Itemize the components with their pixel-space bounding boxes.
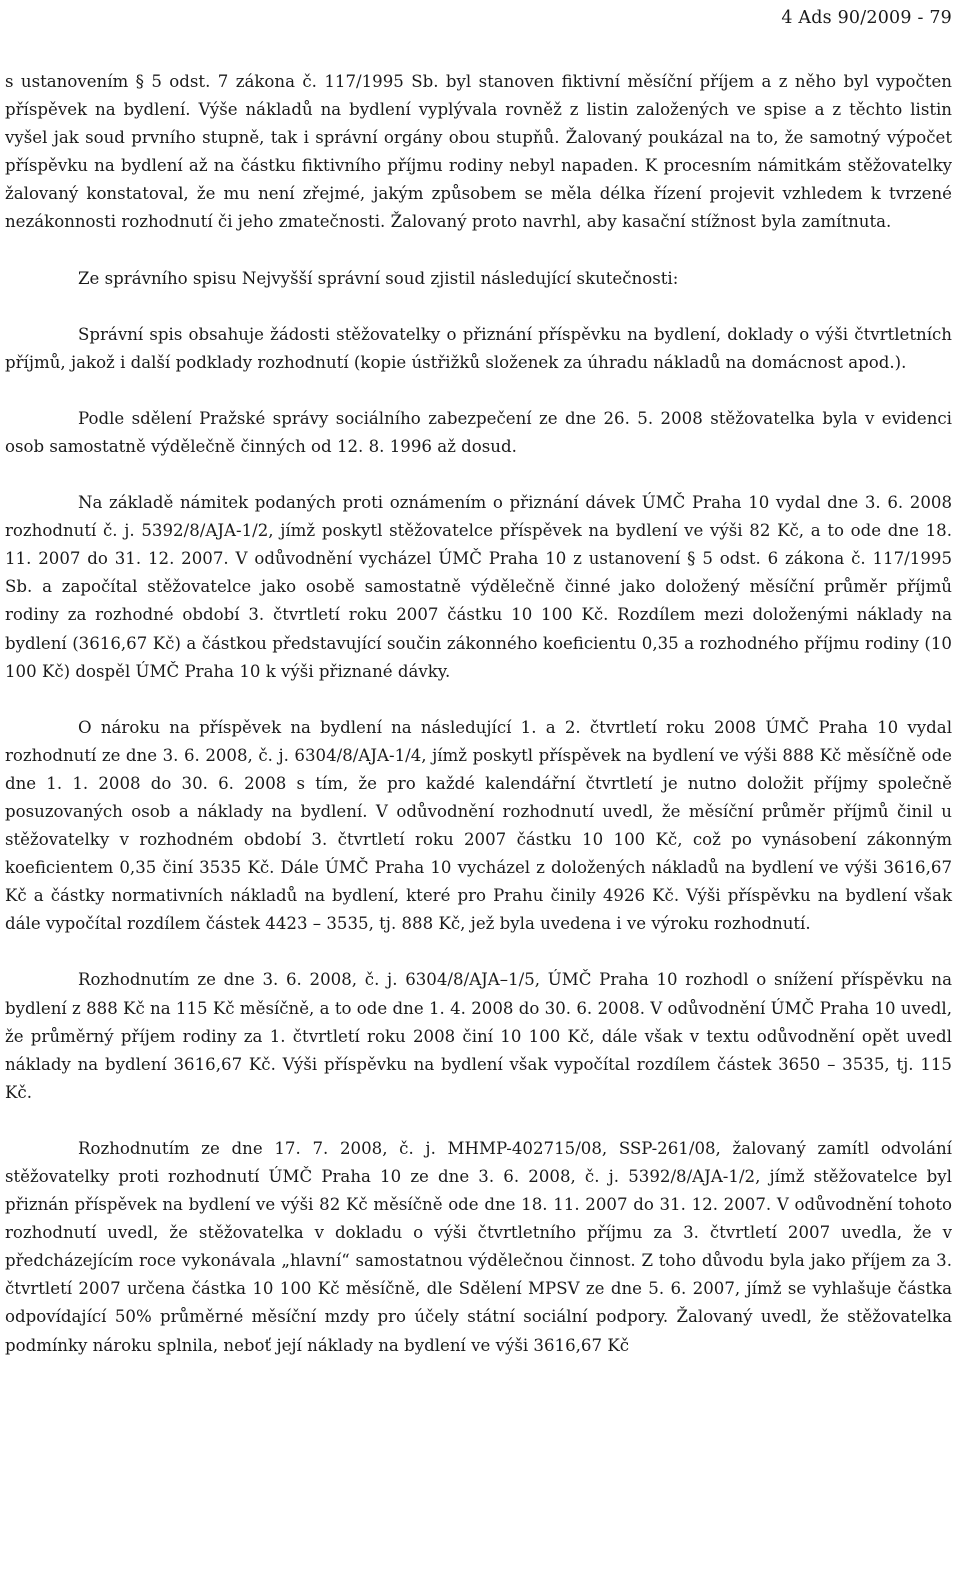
paragraph-1: s ustanovením § 5 odst. 7 zákona č. 117/1995 Sb. byl stanoven fiktivní měsíční příjem a z něho byl vypočten příspěvek na bydlení. Výše nákladů na bydlení vyplývala rovněž z listin založených ve spise a z těchto listin vyšel jak soud prvního stupně, tak i správní orgány obou stupňů. Žalovaný poukázal na to, že samotný výpočet příspěvku na bydlení až na částku fiktivního příjmu rodiny nebyl napaden. K procesním námitkám stěžovatelky žalovaný konstatoval, že mu není zřejmé, jakým způsobem se měla délka řízení projevit vzhledem k tvrzené nezákonnosti rozhodnutí či jeho zmatečnosti. Žalovaný proto navrhl, aby kasační stížnost byla zamítnuta. <box>5 72 952 232</box>
paragraph-4: Podle sdělení Pražské správy sociálního zabezpečení ze dne 26. 5. 2008 stěžovatelka byla v evidenci osob samostatně výdělečně činných od 12. 8. 1996 až dosud. <box>5 408 952 456</box>
paragraph-8: Rozhodnutím ze dne 17. 7. 2008, č. j. MHMP-402715/08, SSP-261/08, žalovaný zamítl odvolání stěžovatelky proti rozhodnutí ÚMČ Praha 10 ze dne 3. 6. 2008, č. j. 5392/8/AJA-1/2, jímž stěžovatelce byl přiznán příspěvek na bydlení ve výši 82 Kč měsíčně ode dne 18. 11. 2007 do 31. 12. 2007. V odůvodnění tohoto rozhodnutí uvedl, že stěžovatelka v dokladu o výši čtvrtletního příjmu za 3. čtvrtletí 2007 uvedla, že v předcházejícím roce vykonávala „hlavní“ samostatnou výdělečnou činnost. Z toho důvodu byla jako příjem za 3. čtvrtletí 2007 určena částka 10 100 Kč měsíčně, dle Sdělení MPSV ze dne 5. 6. 2007, jímž se vyhlašuje částka odpovídající 50% průměrné měsíční mzdy pro účely státní sociální podpory. Žalovaný uvedl, že stěžovatelka podmínky nároku splnila, neboť její náklady na bydlení ve výši 3616,67 Kč <box>5 1138 952 1355</box>
paragraph-5: Na základě námitek podaných proti oznámením o přiznání dávek ÚMČ Praha 10 vydal dne 3. 6. 2008 rozhodnutí č. j. 5392/8/AJA-1/2, jímž poskytl stěžovatelce příspěvek na bydlení ve výši 82 Kč, a to ode dne 18. 11. 2007 do 31. 12. 2007. V odůvodnění vycházel ÚMČ Praha 10 z ustanovení § 5 odst. 6 zákona č. 117/1995 Sb. a započítal stěžovatelce jako osobě samostatně výdělečně činné jako doložený měsíční průměr příjmů rodiny za rozhodné období 3. čtvrtletí roku 2007 částku 10 100 Kč. Rozdílem mezi doloženými náklady na bydlení (3616,67 Kč) a částkou představující součin zákonného koeficientu 0,35 a rozhodného příjmu rodiny (10 100 Kč) dospěl ÚMČ Praha 10 k výši přiznané dávky. <box>5 493 952 681</box>
paragraph-3: Správní spis obsahuje žádosti stěžovatelky o přiznání příspěvku na bydlení, doklady o výši čtvrtletních příjmů, jakož i další podklady rozhodnutí (kopie ústřižků složenek za úhradu nákladů na domácnost apod.). <box>5 324 952 372</box>
paragraph-6: O nároku na příspěvek na bydlení na následující 1. a 2. čtvrtletí roku 2008 ÚMČ Praha 10 vydal rozhodnutí ze dne 3. 6. 2008, č. j. 6304/8/AJA-1/4, jímž poskytl příspěvek na bydlení ve výši 888 Kč měsíčně ode dne 1. 1. 2008 do 30. 6. 2008 s tím, že pro každé kalendářní čtvrtletí je nutno doložit příjmy společně posuzovaných osob a náklady na bydlení. V odůvodnění rozhodnutí uvedl, že měsíční průměr příjmů činil u stěžovatelky v rozhodném období 3. čtvrtletí roku 2007 částku 10 100 Kč, což po vynásobení zákonným koeficientem 0,35 činí 3535 Kč. Dále ÚMČ Praha 10 vycházel z doložených nákladů na bydlení ve výši 3616,67 Kč a částky normativních nákladů na bydlení, které pro Prahu činily 4926 Kč. Výši příspěvku na bydlení však dále vypočítal rozdílem částek 4423 – 3535, tj. 888 Kč, jež byla uvedena i ve výroku rozhodnutí. <box>5 717 952 934</box>
paragraph-2: Ze správního spisu Nejvyšší správní soud zjistil následující skutečnosti: <box>78 268 679 288</box>
document-body <box>5 68 952 1360</box>
page-reference: 4 Ads 90/2009 - 79 <box>781 8 952 28</box>
paragraph-7: Rozhodnutím ze dne 3. 6. 2008, č. j. 6304/8/AJA–1/5, ÚMČ Praha 10 rozhodl o snížení příspěvku na bydlení z 888 Kč na 115 Kč měsíčně, a to ode dne 1. 4. 2008 do 30. 6. 2008. V odůvodnění ÚMČ Praha 10 uvedl, že průměrný příjem rodiny za 1. čtvrtletí roku 2008 činí 10 100 Kč, dále však v textu odůvodnění opět uvedl náklady na bydlení 3616,67 Kč. Výši příspěvku na bydlení však vypočítal rozdílem částek 3650 – 3535, tj. 115 Kč. <box>5 970 952 1102</box>
